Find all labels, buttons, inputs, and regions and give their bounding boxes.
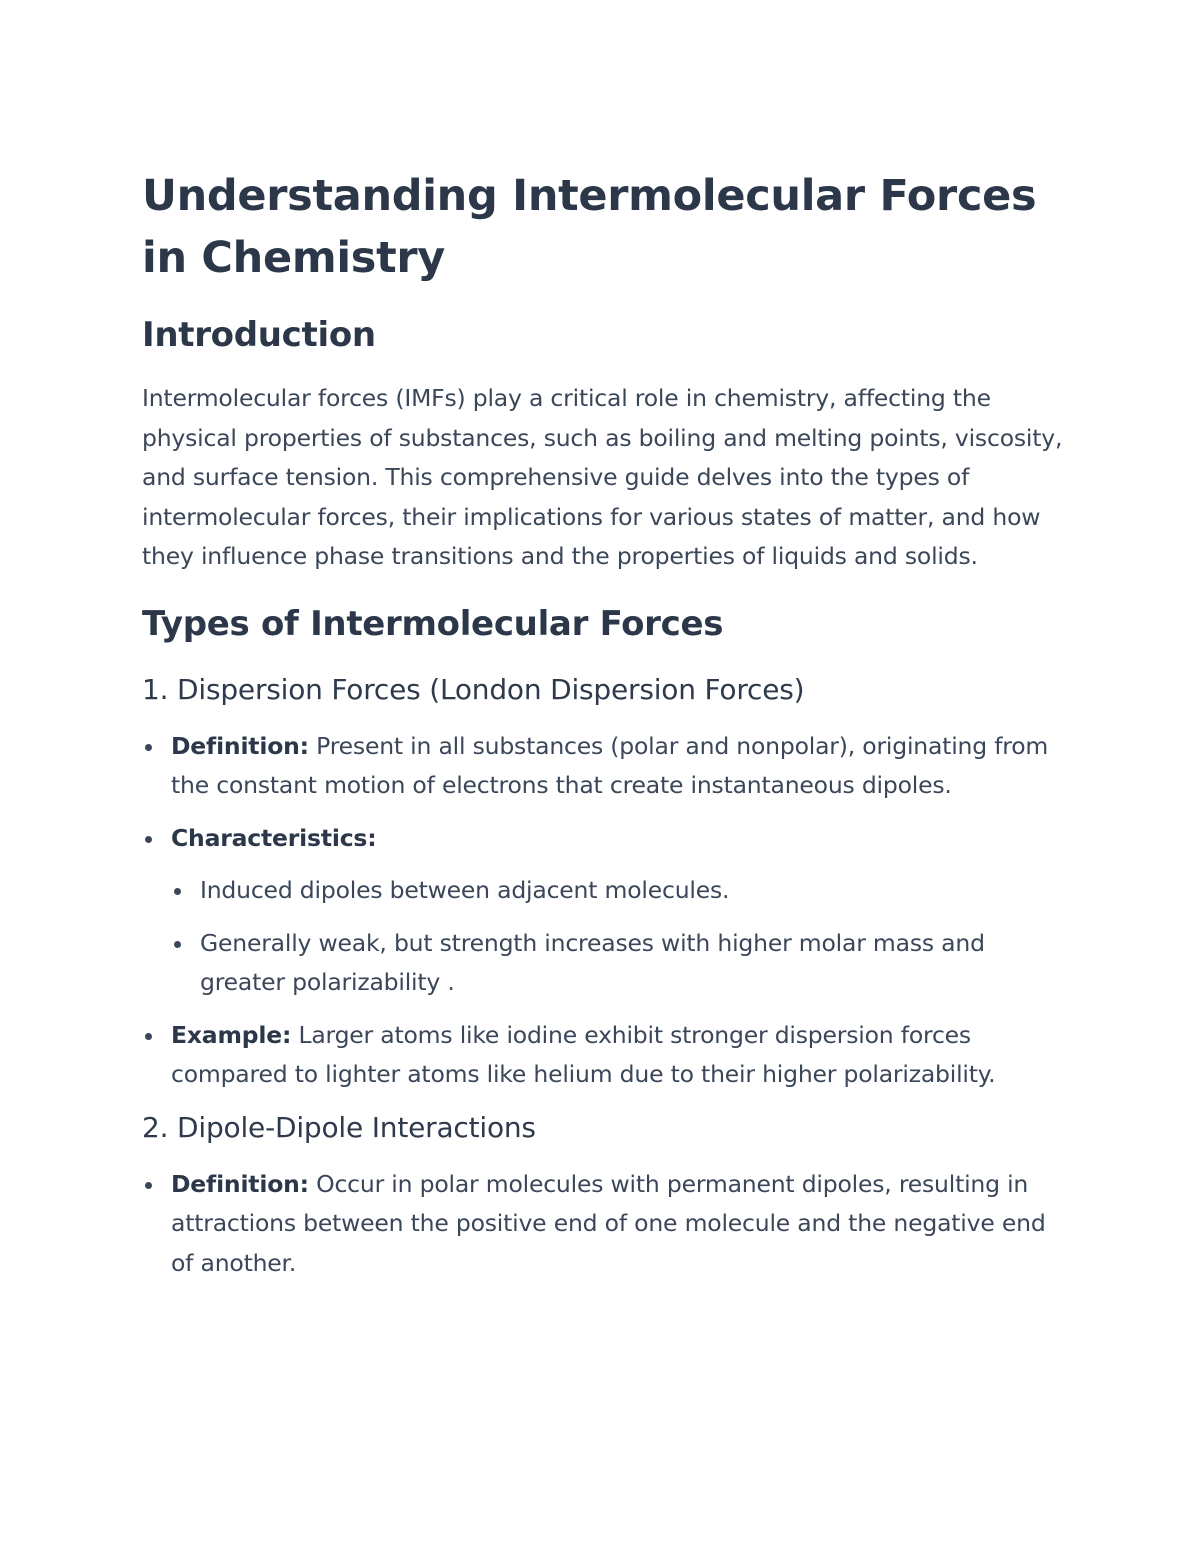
document-title: Understanding Intermolecular Forces in Chemistry [142, 171, 1037, 283]
list-item-example [142, 1016, 1072, 1095]
definition-text: Occur in polar molecules with permanent dipoles, resulting in attractions between the positive end of one molecule and the negative end of another. [171, 1169, 1046, 1277]
list-item-definition [142, 727, 1072, 806]
dipole-dipole-list [142, 1165, 1072, 1284]
dispersion-forces-heading: 1. Dispersion Forces (London Dispersion Forces) [142, 672, 805, 706]
definition-text: Present in all substances (polar and nonpolar), originating from the constant motion of electrons that create instantaneous dipoles. [171, 731, 1049, 799]
list-item-characteristics [142, 819, 1072, 1003]
example-label: Example: [171, 1020, 292, 1049]
types-heading: Types of Intermolecular Forces [142, 603, 724, 644]
characteristic-item: Induced dipoles between adjacent molecules. [171, 871, 1072, 911]
characteristic-item: Generally weak, but strength increases with higher molar mass and greater polarizability . [171, 924, 1072, 1003]
dipole-dipole-heading: 2. Dipole-Dipole Interactions [142, 1110, 536, 1144]
dispersion-forces-list [142, 727, 1072, 1095]
introduction-heading: Introduction [142, 315, 376, 355]
introduction-paragraph: Intermolecular forces (IMFs) play a critical role in chemistry, affecting the physical properties of substances, such as boiling and melting points, viscosity, and surface tension. This comprehensive guide delves into the types of intermolecular forces, their implications for various states of matter, and how they influence phase transitions and the properties of liquids and solids. [142, 384, 1063, 570]
document-content [142, 165, 1072, 1296]
definition-label: Definition: [171, 731, 309, 760]
characteristics-sublist [171, 871, 1072, 1003]
definition-label: Definition: [171, 1169, 309, 1198]
example-text: Larger atoms like iodine exhibit stronger dispersion forces compared to lighter atoms like helium due to their higher polarizability. [171, 1020, 996, 1088]
list-item-definition [142, 1165, 1072, 1284]
characteristics-label: Characteristics: [171, 823, 377, 852]
